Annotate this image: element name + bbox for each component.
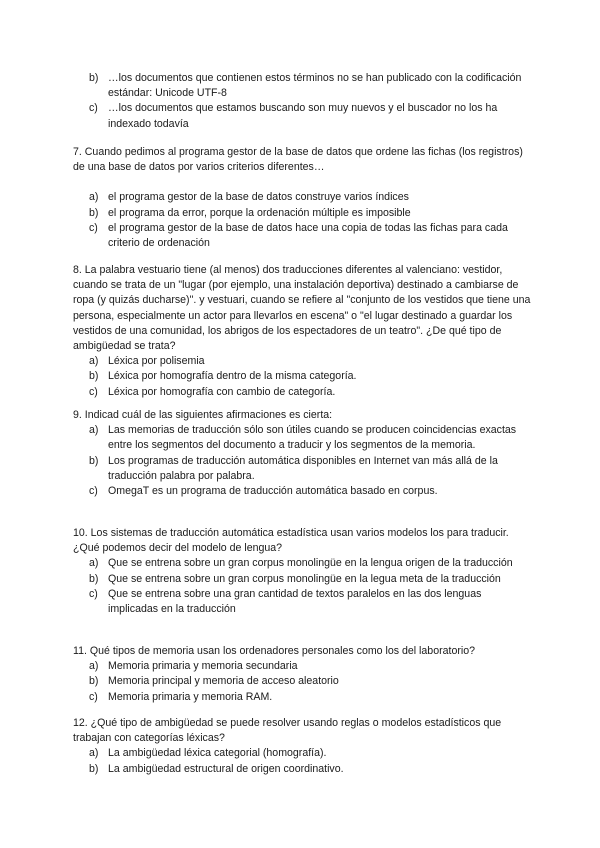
option-letter: b) [89, 370, 99, 383]
question-stem: 11. Qué tipos de memoria usan los ordenadores personales como los del laboratorio? [73, 645, 476, 657]
option-text: Memoria primaria y memoria secundaria [108, 660, 298, 673]
option-letter: c) [89, 221, 98, 234]
option-text: el programa gestor de la base de datos hace una copia de todas las fichas para cada criterio de ordenación [108, 221, 508, 250]
option-c [73, 690, 531, 705]
question-10 [73, 526, 531, 617]
option-list [73, 190, 531, 251]
option-a [73, 423, 531, 453]
option-text: Memoria primaria y memoria RAM. [108, 690, 273, 703]
option-text: Léxica por homografía con cambio de categoría. [108, 385, 336, 398]
option-letter: c) [89, 385, 98, 398]
option-a [73, 354, 531, 369]
question-stem: 7. Cuando pedimos al programa gestor de la base de datos que ordene las fichas (los registros) de una base de datos por varios criterios diferentes… [73, 146, 523, 174]
option-text: Léxica por polisemia [108, 355, 205, 368]
option-text: OmegaT es un programa de traducción automática basado en corpus. [108, 485, 438, 498]
option-text: el programa da error, porque la ordenación múltiple es imposible [108, 206, 411, 219]
question-9 [73, 408, 531, 499]
option-c [73, 101, 531, 131]
option-list [73, 354, 531, 400]
option-text: Memoria principal y memoria de acceso aleatorio [108, 675, 339, 688]
option-letter: c) [89, 587, 98, 600]
option-letter: a) [89, 660, 99, 673]
option-c [73, 587, 531, 617]
option-text: Las memorias de traducción sólo son útiles cuando se producen coincidencias exactas entre los segmentos del documento a traducir y los segmentos de la memoria. [108, 424, 517, 452]
option-list [73, 746, 531, 776]
option-letter: a) [89, 355, 99, 368]
option-b [73, 674, 531, 689]
option-text: …los documentos que contienen estos términos no se han publicado con la codificación estándar: Unicode UTF-8 [108, 72, 522, 100]
option-text: La ambigüedad estructural de origen coordinativo. [108, 762, 344, 775]
option-text: …los documentos que estamos buscando son muy nuevos y el buscador no los ha indexado todavía [108, 102, 498, 130]
option-c [73, 221, 531, 251]
option-text: el programa gestor de la base de datos construye varios índices [108, 191, 409, 204]
option-a [73, 556, 531, 571]
option-a [73, 746, 531, 761]
option-text: La ambigüedad léxica categorial (homografía). [108, 747, 327, 760]
option-letter: b) [89, 72, 99, 84]
option-b [73, 572, 531, 587]
option-c [73, 385, 531, 400]
question-stem: 12. ¿Qué tipo de ambigüedad se puede resolver usando reglas o modelos estadísticos que trabajan con categorías léxicas? [73, 717, 502, 745]
option-list [73, 71, 531, 132]
question-12 [73, 716, 531, 777]
option-letter: b) [89, 454, 99, 467]
option-text: Los programas de traducción automática disponibles en Internet van más allá de la traducción palabra por palabra. [108, 454, 498, 482]
option-letter: c) [89, 102, 98, 115]
option-list [73, 556, 531, 617]
option-text: Que se entrena sobre un gran corpus monolingüe en la legua meta de la traducción [108, 572, 501, 585]
option-a [73, 659, 531, 674]
option-text: Que se entrena sobre una gran cantidad de textos paralelos en las dos lenguas implicadas en la traducción [108, 587, 482, 616]
option-letter: b) [89, 762, 99, 775]
question-6-continuation [73, 71, 531, 132]
option-letter: a) [89, 747, 99, 760]
option-letter: b) [89, 206, 99, 219]
option-b [73, 454, 531, 484]
option-c [73, 484, 531, 499]
question-11 [73, 644, 531, 705]
question-8 [73, 263, 531, 400]
option-b [73, 206, 531, 221]
question-stem: 9. Indicad cuál de las siguientes afirmaciones es cierta: [73, 409, 333, 421]
option-list [73, 423, 531, 499]
option-letter: b) [89, 572, 99, 585]
option-list [73, 659, 531, 705]
question-stem: 8. La palabra vestuario tiene (al menos) dos traducciones diferentes al valenciano: vestidor, cuando se trata de un "lugar (por ejemplo, una instalación deportiva) destinado a cambiarse de ropa (y quizás ducharse)". y vestuari, cuando se refiere al "conjunto de los vestidos que tiene una persona, especialmente un actor para llevarlos en escena" o "el lugar destinado a guardar los vestidos de una comunidad, los abrigos de los espectadores de un teatro". ¿De qué tipo de ambigüedad se trata? [73, 264, 531, 353]
option-b [73, 71, 531, 101]
option-letter: a) [89, 424, 99, 437]
option-b [73, 762, 531, 777]
option-letter: a) [89, 191, 99, 204]
question-7 [73, 145, 531, 251]
option-letter: c) [89, 485, 98, 498]
option-text: Léxica por homografía dentro de la misma categoría. [108, 370, 357, 383]
option-b [73, 369, 531, 384]
question-stem: 10. Los sistemas de traducción automática estadística usan varios modelos los para traducir. ¿Qué podemos decir del modelo de lengua? [73, 527, 509, 555]
option-a [73, 190, 531, 205]
option-letter: b) [89, 675, 99, 688]
option-letter: c) [89, 690, 98, 703]
option-text: Que se entrena sobre un gran corpus monolingüe en la lengua origen de la traducción [108, 557, 513, 570]
option-letter: a) [89, 557, 99, 570]
